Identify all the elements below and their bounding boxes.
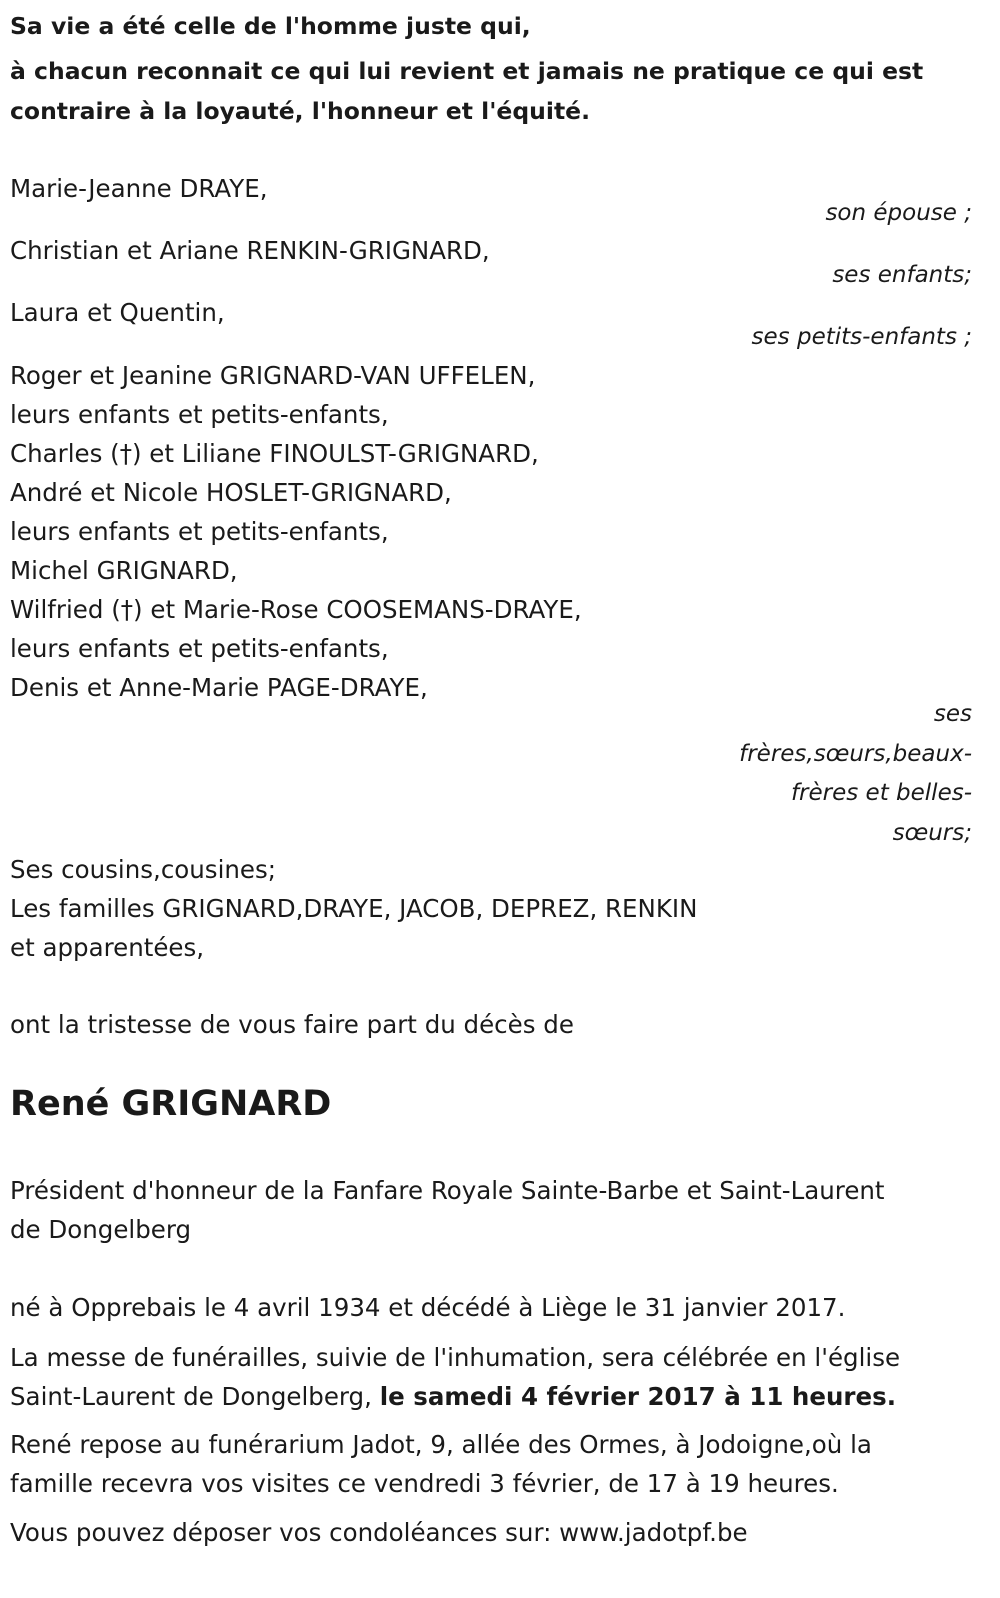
relatives-line: Ses cousins,cousines; — [10, 855, 276, 884]
other-relatives — [10, 850, 697, 967]
sibling-line: Charles (†) et Liliane FINOULST-GRIGNARD, — [10, 439, 539, 468]
sibling-line: Roger et Jeanine GRIGNARD-VAN UFFELEN, — [10, 361, 536, 390]
deceased-title-line-1: Président d'honneur de la Fanfare Royale Sainte-Barbe et Saint-Laurent — [10, 1176, 885, 1205]
spouse-name: Marie-Jeanne DRAYE, — [10, 174, 268, 203]
mass-location: Saint-Laurent de Dongelberg, — [10, 1382, 380, 1411]
siblings-role-line: sœurs; — [892, 819, 972, 846]
relatives-line: et apparentées, — [10, 933, 205, 962]
grandchildren-name: Laura et Quentin, — [10, 298, 225, 327]
sibling-line: Denis et Anne-Marie PAGE-DRAYE, — [10, 673, 428, 702]
mass-date: le samedi 4 février 2017 à 11 heures. — [379, 1382, 896, 1411]
siblings-role-line: frères et belles- — [790, 780, 972, 806]
sibling-line: leurs enfants et petits-enfants, — [10, 400, 389, 429]
quote-line-2: à chacun reconnait ce qui lui revient et jamais ne pratique ce qui est — [10, 57, 924, 85]
deceased-name: René GRIGNARD — [10, 1084, 332, 1124]
sibling-line: André et Nicole HOSLET-GRIGNARD, — [10, 478, 452, 507]
siblings-role-line: ses — [933, 701, 972, 727]
children-role: ses enfants; — [832, 262, 972, 288]
mass-line-1: La messe de funérailles, suivie de l'inhumation, sera célébrée en l'église — [10, 1343, 901, 1372]
announcement: ont la tristesse de vous faire part du décès de — [10, 1010, 574, 1039]
mass-line-2 — [10, 1382, 896, 1411]
grandchildren-role: ses petits-enfants ; — [751, 324, 972, 350]
sibling-line: leurs enfants et petits-enfants, — [10, 517, 389, 546]
relatives-line: Les familles GRIGNARD,DRAYE, JACOB, DEPREZ, RENKIN — [10, 894, 698, 923]
birth-death: né à Opprebais le 4 avril 1934 et décédé à Liège le 31 janvier 2017. — [10, 1293, 846, 1322]
condolences: Vous pouvez déposer vos condoléances sur: www.jadotpf.be — [10, 1518, 748, 1547]
sibling-line: leurs enfants et petits-enfants, — [10, 634, 389, 663]
quote-line-1: Sa vie a été celle de l'homme juste qui, — [10, 12, 531, 40]
siblings-role-line: frères,sœurs,beaux- — [739, 740, 972, 767]
repose-line-1: René repose au funérarium Jadot, 9, allée des Ormes, à Jodoigne,où la — [10, 1430, 872, 1459]
sibling-line: Wilfried (†) et Marie-Rose COOSEMANS-DRAYE, — [10, 595, 582, 624]
spouse-role: son épouse ; — [825, 200, 972, 226]
sibling-line: Michel GRIGNARD, — [10, 556, 238, 585]
quote-line-3: contraire à la loyauté, l'honneur et l'équité. — [10, 97, 591, 125]
siblings-list — [10, 356, 582, 707]
deceased-title-line-2: de Dongelberg — [10, 1215, 192, 1244]
children-name: Christian et Ariane RENKIN-GRIGNARD, — [10, 236, 490, 265]
siblings-role — [739, 695, 972, 853]
repose-line-2: famille recevra vos visites ce vendredi 3 février, de 17 à 19 heures. — [10, 1469, 839, 1498]
